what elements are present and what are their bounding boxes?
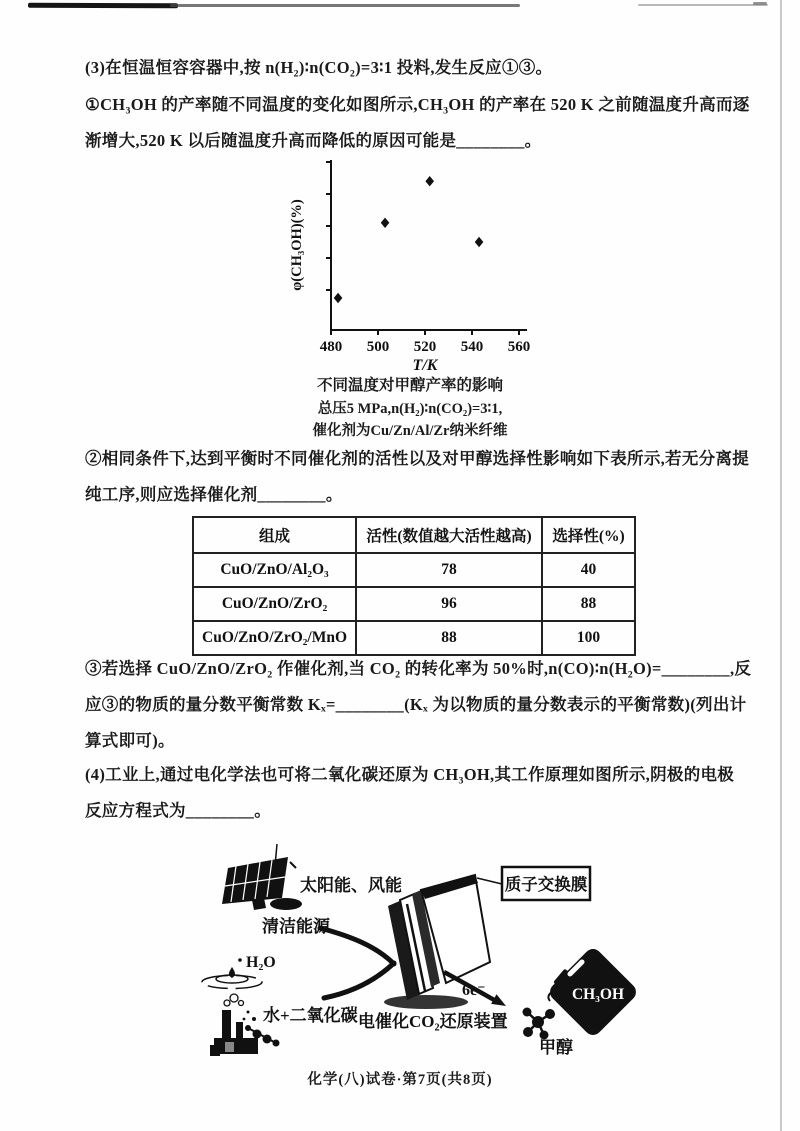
yield-chart-svg <box>285 150 535 375</box>
data-point <box>425 176 434 186</box>
table-cell: 88 <box>542 587 635 621</box>
x-tick-label: 480 <box>319 339 343 355</box>
chart-caption-conditions: 总压5 MPa,n(H₂)∶n(CO₂)=3∶1, <box>317 401 503 417</box>
question-3-1-line: ①CH₃OH 的产率随不同温度的变化如图所示,CH₃OH 的产率在 520 K 之前随温度升高而逐 <box>85 95 750 114</box>
question-3-1-line: 渐增大,520 K 以后随温度升高而降低的原因可能是________。 <box>85 131 542 150</box>
device-label: 电催化CO₂还原装置 <box>358 1012 508 1031</box>
methanol-molecule-icon <box>523 1008 556 1040</box>
chart-caption-title: 不同温度对甲醇产率的影响 <box>316 377 503 394</box>
methanol-yield-chart <box>285 150 535 375</box>
table-cell: CuO/ZnO/ZrO₂/MnO <box>193 621 356 655</box>
x-tick-label: 540 <box>460 339 484 355</box>
chart-caption-catalyst: 催化剂为Cu/Zn/Al/Zr纳米纤维 <box>312 423 508 439</box>
bottle-label: CH₃OH <box>571 986 625 1003</box>
scan-smudge <box>28 3 178 9</box>
solar-panel-icon <box>222 844 302 910</box>
table-row <box>193 587 635 621</box>
table-cell: 100 <box>542 621 635 655</box>
membrane-pointer-line <box>477 878 502 884</box>
data-point <box>475 237 484 247</box>
table-cell: 40 <box>542 553 635 587</box>
diagram-svg <box>178 842 723 1067</box>
column-header-selectivity: 选择性(%) <box>542 517 635 553</box>
catalyst-table <box>192 516 636 656</box>
data-point <box>381 218 390 228</box>
question-3-2-line: ②相同条件下,达到平衡时不同催化剂的活性以及对甲醇选择性影响如下表所示,若无分离提 <box>85 449 750 468</box>
y-axis-label: φ(CH₃OH)(%) <box>289 199 305 291</box>
table-cell: 96 <box>356 587 542 621</box>
energy-input-arrow <box>320 928 394 964</box>
h2o-label: H₂O <box>246 954 276 971</box>
table-cell: CuO/ZnO/Al₂O₃ <box>193 553 356 587</box>
x-axis-label: T/K <box>412 357 438 374</box>
question-4-line: (4)工业上,通过电化学法也可将二氧化碳还原为 CH₃OH,其工作原理如图所示,阴极的电极 <box>85 765 735 784</box>
column-header-composition: 组成 <box>193 517 356 553</box>
scan-edge-line <box>780 0 782 1131</box>
clean-energy-label: 清洁能源 <box>262 917 330 936</box>
question-3-intro: (3)在恒温恒容容器中,按 n(H₂)∶n(CO₂)=3∶1 投料,发生反应①③。 <box>85 58 553 77</box>
methanol-label: 甲醇 <box>539 1038 573 1057</box>
factory-icon <box>210 994 258 1056</box>
question-3-3-line: 应③的物质的量分数平衡常数 Kₓ=________(Kₓ 为以物质的量分数表示的平衡常数)(列出计 <box>85 695 747 714</box>
table-cell: 78 <box>356 553 542 587</box>
solar-wind-label: 太阳能、风能 <box>300 876 402 895</box>
scan-smudge <box>753 2 767 5</box>
table-row <box>193 621 635 655</box>
membrane-label: 质子交换膜 <box>504 875 588 894</box>
question-3-2-line: 纯工序,则应选择催化剂________。 <box>85 485 343 504</box>
page-footer: 化学(八)试卷·第7页(共8页) <box>307 1072 493 1088</box>
water-co2-label: 水+二氧化碳 <box>263 1006 358 1025</box>
table-cell: 88 <box>356 621 542 655</box>
table-cell: CuO/ZnO/ZrO₂ <box>193 587 356 621</box>
question-3-3-line: 算式即可)。 <box>85 731 175 750</box>
table-header-row <box>193 517 635 553</box>
output-arrowhead <box>491 994 506 1006</box>
question-4-line: 反应方程式为________。 <box>85 801 271 820</box>
catalyst-table-body <box>193 553 635 655</box>
table-row <box>193 553 635 587</box>
co2-reduction-diagram <box>178 842 723 1067</box>
x-tick-label: 560 <box>507 339 531 355</box>
electrons-label: 6e⁻ <box>462 982 486 999</box>
scan-smudge <box>638 4 768 6</box>
feed-input-arrow <box>324 963 394 998</box>
question-3-3-line: ③若选择 CuO/ZnO/ZrO₂ 作催化剂,当 CO₂ 的转化率为 50%时,n(CO)∶n(H₂O)=________,反 <box>85 659 752 678</box>
data-point <box>334 293 343 303</box>
x-tick-label: 520 <box>413 339 437 355</box>
x-tick-label: 500 <box>366 339 390 355</box>
scan-smudge <box>170 4 520 7</box>
column-header-activity: 活性(数值越大活性越高) <box>356 517 542 553</box>
